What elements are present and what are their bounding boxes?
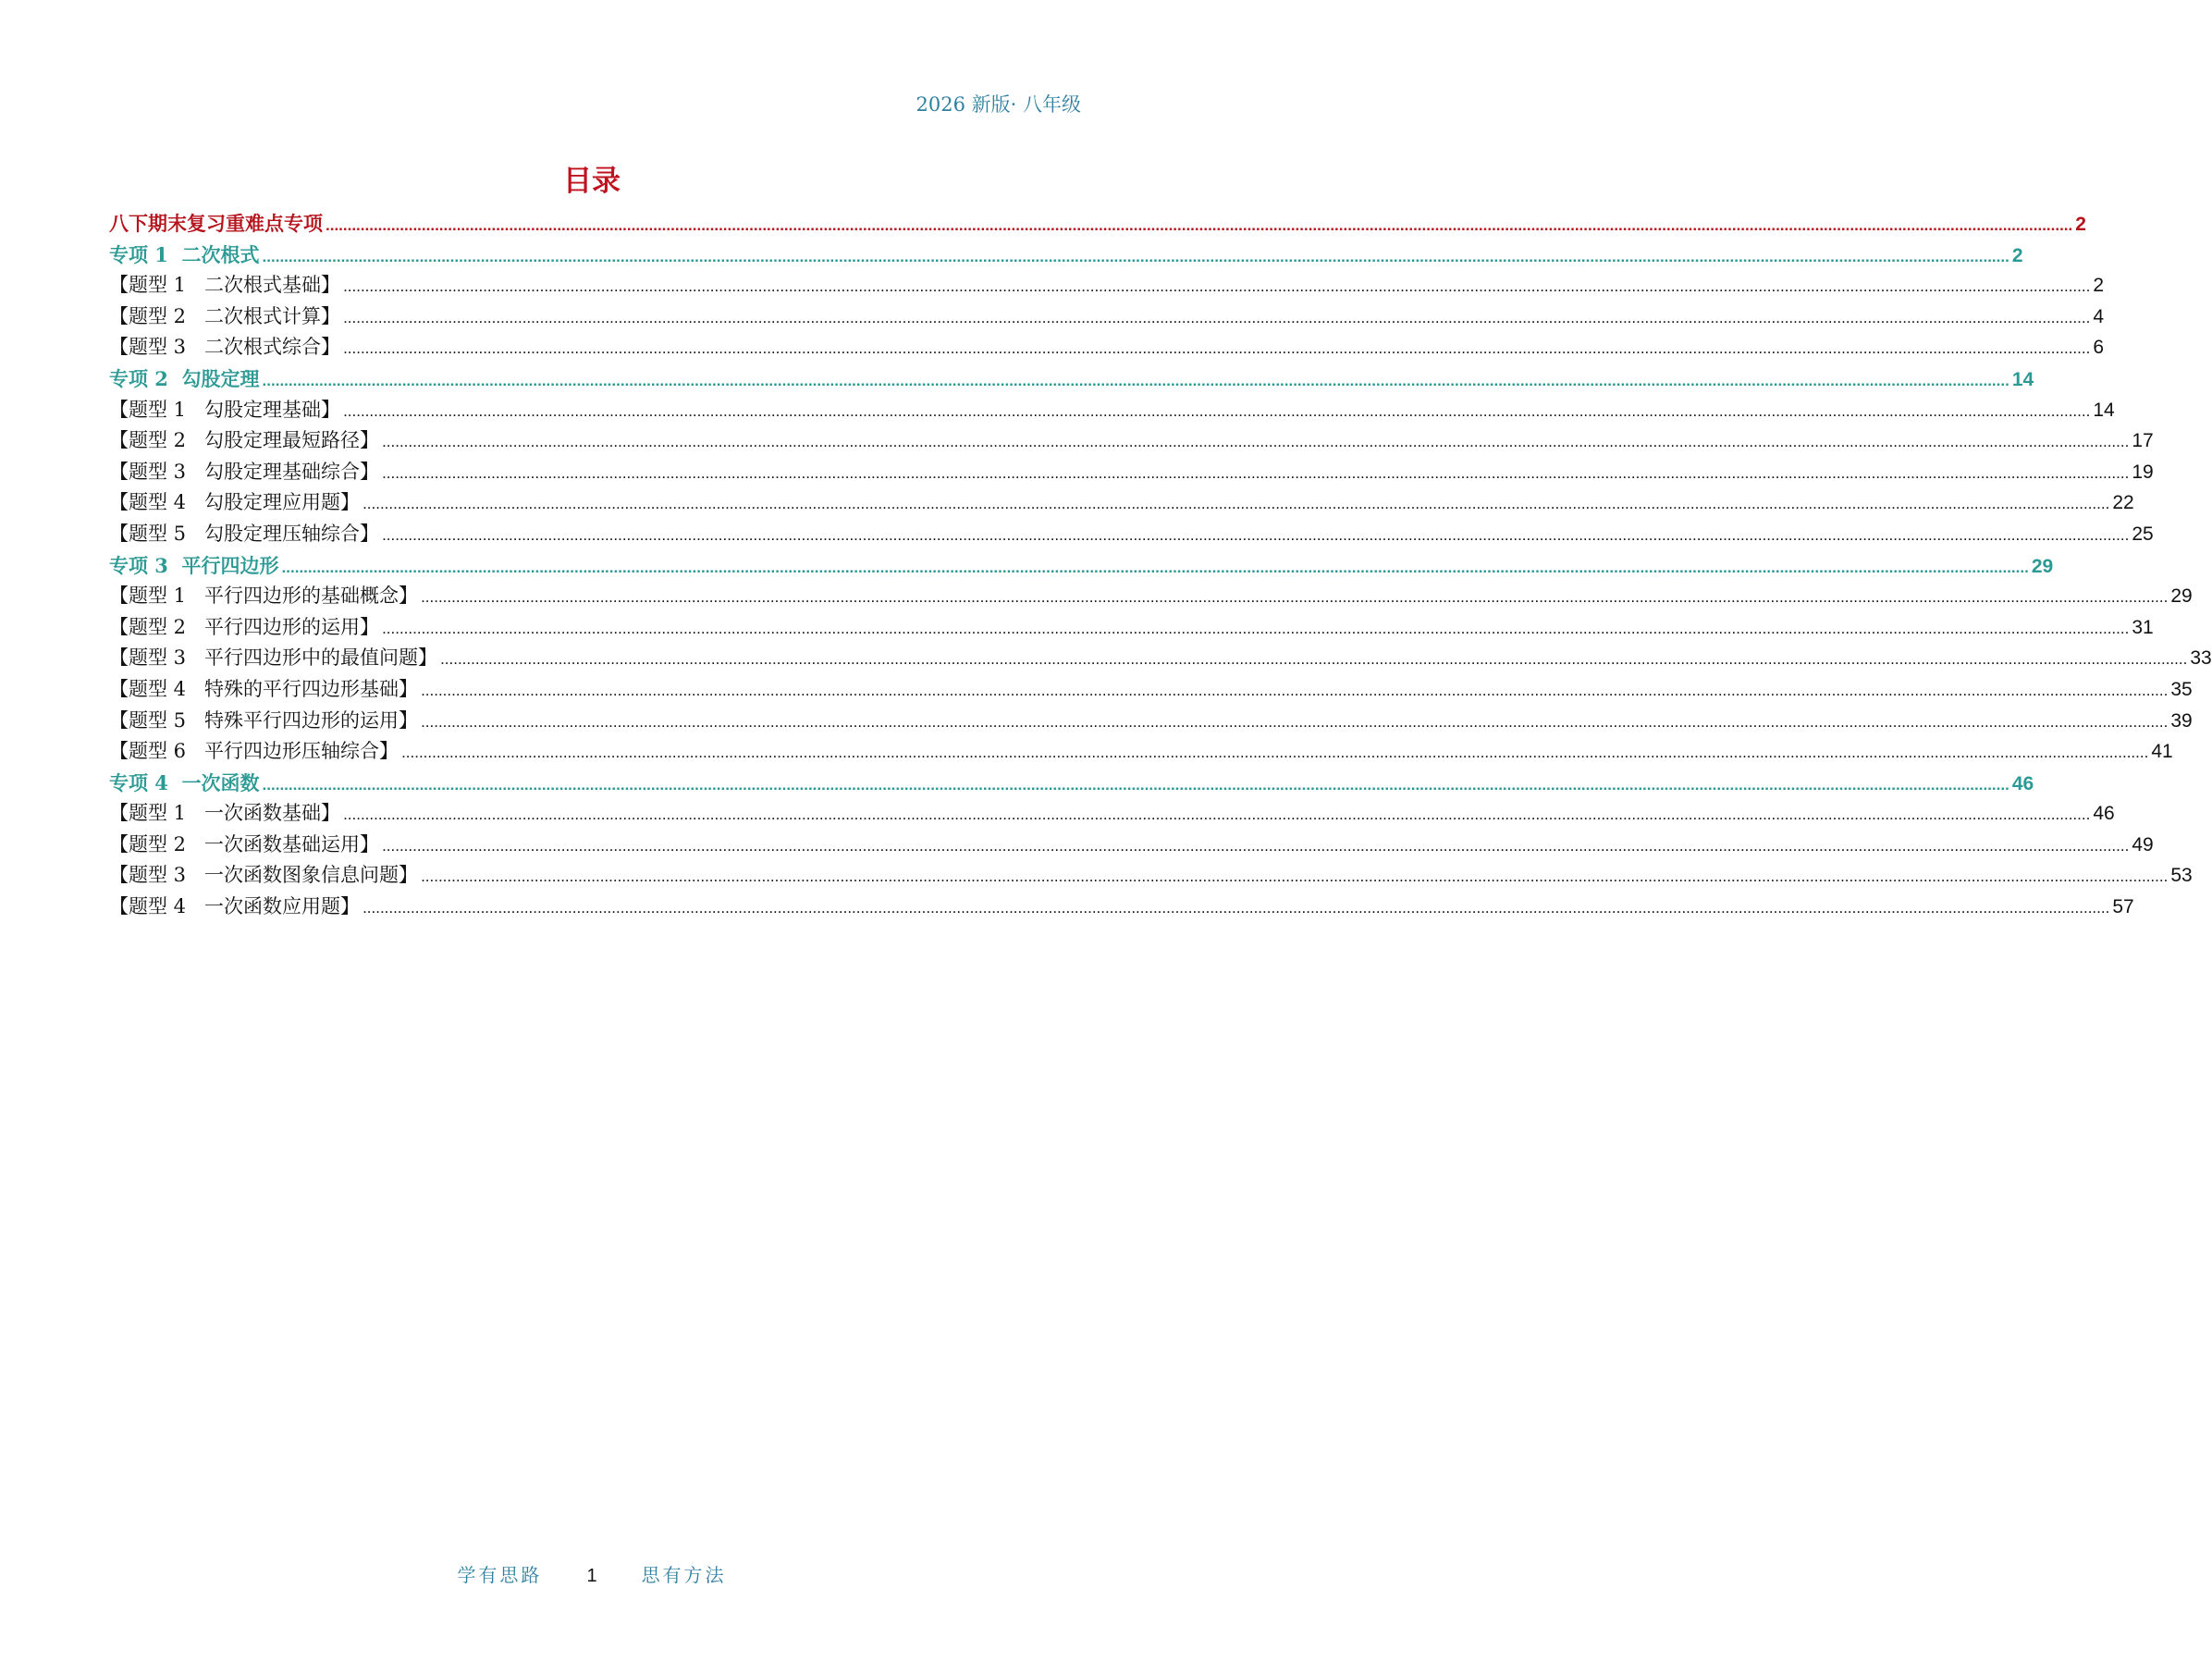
toc-page-number: 46 bbox=[2011, 772, 2034, 794]
toc-entry[interactable] bbox=[109, 612, 2154, 644]
toc-page-number: 29 bbox=[2031, 555, 2054, 577]
toc-entry-label: 【题型 4 特殊的平行四边形基础】 bbox=[109, 677, 419, 700]
toc-main-heading[interactable] bbox=[109, 208, 2086, 240]
toc-page-number: 41 bbox=[2151, 741, 2173, 763]
toc-entry[interactable] bbox=[109, 487, 2134, 519]
toc-page-number: 57 bbox=[2112, 896, 2134, 918]
toc-entry-label: 【题型 2 一次函数基础运用】 bbox=[109, 832, 380, 855]
toc-page-number: 2 bbox=[2075, 214, 2086, 235]
toc-entry-label: 八下期末复习重难点专项 bbox=[109, 212, 323, 235]
toc-entry-label: 【题型 2 二次根式计算】 bbox=[109, 304, 341, 327]
toc-entry[interactable] bbox=[109, 736, 2173, 768]
toc-page-number: 6 bbox=[2093, 337, 2105, 359]
toc-section-heading[interactable] bbox=[109, 550, 2054, 582]
toc-page-number: 22 bbox=[2112, 492, 2134, 514]
toc-page-number: 14 bbox=[2093, 399, 2115, 421]
toc-entry-label: 【题型 3 勾股定理基础综合】 bbox=[109, 460, 380, 483]
toc-entry-label: 【题型 4 一次函数应用题】 bbox=[109, 895, 361, 918]
toc-entry-label: 【题型 1 二次根式基础】 bbox=[109, 274, 341, 297]
toc-dot-leader: ................................................................................................................................................................................................................................................................................................................................................................................................................ bbox=[382, 433, 2130, 451]
toc-entry-label: 【题型 1 平行四边形的基础概念】 bbox=[109, 585, 419, 608]
toc-section-heading[interactable] bbox=[109, 363, 2034, 395]
toc-dot-leader: ................................................................................................................................................................................................................................................................................................................................................................................................................ bbox=[262, 775, 2009, 794]
toc-dot-leader: ................................................................................................................................................................................................................................................................................................................................................................................................................ bbox=[262, 371, 2009, 389]
toc-dot-leader: ................................................................................................................................................................................................................................................................................................................................................................................................................ bbox=[281, 558, 2029, 576]
toc-entry[interactable] bbox=[109, 892, 2134, 923]
toc-entry[interactable] bbox=[109, 706, 2193, 737]
toc-entry-label: 【题型 2 平行四边形的运用】 bbox=[109, 615, 380, 638]
toc-page-number: 2 bbox=[2093, 275, 2105, 297]
toc-entry-label: 【题型 1 勾股定理基础】 bbox=[109, 398, 341, 421]
toc-entry[interactable] bbox=[109, 519, 2154, 550]
toc-page-number: 25 bbox=[2132, 523, 2154, 545]
toc-dot-leader: ................................................................................................................................................................................................................................................................................................................................................................................................................ bbox=[421, 588, 2169, 607]
toc-entry[interactable] bbox=[109, 457, 2154, 488]
page-title: 目录 bbox=[563, 165, 621, 198]
toc-entry-label: 【题型 1 一次函数基础】 bbox=[109, 802, 341, 825]
toc-entry-label: 专项 4 一次函数 bbox=[109, 770, 260, 794]
toc-dot-leader: ................................................................................................................................................................................................................................................................................................................................................................................................................ bbox=[401, 744, 2149, 762]
toc-entry-label: 【题型 3 平行四边形中的最值问题】 bbox=[109, 646, 438, 670]
toc-page-number: 33 bbox=[2190, 647, 2212, 670]
toc-page-number: 49 bbox=[2132, 833, 2154, 855]
toc-dot-leader: ................................................................................................................................................................................................................................................................................................................................................................................................................ bbox=[363, 495, 2110, 513]
toc-page-number: 4 bbox=[2093, 305, 2105, 327]
page-footer bbox=[0, 1560, 1184, 1587]
toc-entry-label: 专项 1 二次根式 bbox=[109, 242, 260, 266]
toc-entry-label: 【题型 5 勾股定理压轴综合】 bbox=[109, 522, 380, 545]
toc-entry[interactable] bbox=[109, 860, 2193, 892]
toc-entry[interactable] bbox=[109, 395, 2115, 426]
toc-section-heading[interactable] bbox=[109, 768, 2034, 799]
toc-entry-label: 【题型 6 平行四边形压轴综合】 bbox=[109, 740, 399, 763]
toc-dot-leader: ................................................................................................................................................................................................................................................................................................................................................................................................................ bbox=[343, 308, 2091, 326]
footer-right-motto: 思有方法 bbox=[641, 1564, 727, 1586]
toc-entry-label: 【题型 3 二次根式综合】 bbox=[109, 336, 341, 359]
toc-dot-leader: ................................................................................................................................................................................................................................................................................................................................................................................................................ bbox=[326, 216, 2073, 234]
toc-entry[interactable] bbox=[109, 332, 2105, 363]
toc-entry-label: 专项 2 勾股定理 bbox=[109, 366, 260, 390]
toc-page-number: 39 bbox=[2170, 709, 2193, 732]
header-edition-label: 2026 新版· 八年级 bbox=[916, 93, 1081, 116]
toc-page-number: 35 bbox=[2170, 678, 2193, 700]
toc-entry-label: 专项 3 平行四边形 bbox=[109, 553, 279, 577]
toc-dot-leader: ................................................................................................................................................................................................................................................................................................................................................................................................................ bbox=[363, 899, 2110, 917]
toc-entry[interactable] bbox=[109, 830, 2154, 861]
toc-page-number: 29 bbox=[2170, 585, 2193, 608]
toc-page-number: 19 bbox=[2132, 461, 2154, 483]
toc-entry-label: 【题型 5 特殊平行四边形的运用】 bbox=[109, 708, 419, 732]
toc-dot-leader: ................................................................................................................................................................................................................................................................................................................................................................................................................ bbox=[382, 619, 2130, 637]
toc-dot-leader: ................................................................................................................................................................................................................................................................................................................................................................................................................ bbox=[262, 247, 2009, 265]
toc-entry[interactable] bbox=[109, 302, 2105, 333]
toc-dot-leader: ................................................................................................................................................................................................................................................................................................................................................................................................................ bbox=[343, 401, 2091, 420]
toc-dot-leader: ................................................................................................................................................................................................................................................................................................................................................................................................................ bbox=[421, 712, 2169, 731]
toc-page-number: 2 bbox=[2011, 244, 2023, 266]
toc-dot-leader: ................................................................................................................................................................................................................................................................................................................................................................................................................ bbox=[382, 463, 2130, 482]
toc-entry[interactable] bbox=[109, 581, 2193, 612]
toc-dot-leader: ................................................................................................................................................................................................................................................................................................................................................................................................................ bbox=[343, 339, 2091, 358]
toc-entry[interactable] bbox=[109, 270, 2105, 302]
toc-dot-leader: ................................................................................................................................................................................................................................................................................................................................................................................................................ bbox=[343, 806, 2091, 824]
footer-page-number: 1 bbox=[586, 1566, 597, 1586]
toc-entry-label: 【题型 2 勾股定理最短路径】 bbox=[109, 429, 380, 452]
toc-dot-leader: ................................................................................................................................................................................................................................................................................................................................................................................................................ bbox=[382, 836, 2130, 855]
toc-page-number: 53 bbox=[2170, 865, 2193, 887]
toc-dot-leader: ................................................................................................................................................................................................................................................................................................................................................................................................................ bbox=[343, 277, 2091, 296]
toc-entry[interactable] bbox=[109, 643, 2212, 674]
toc-dot-leader: ................................................................................................................................................................................................................................................................................................................................................................................................................ bbox=[421, 681, 2169, 699]
toc-page-number: 46 bbox=[2093, 803, 2115, 825]
toc-section-heading[interactable] bbox=[109, 240, 2023, 271]
toc-entry[interactable] bbox=[109, 798, 2115, 830]
footer-left-motto: 学有思路 bbox=[457, 1564, 543, 1586]
toc-page-number: 31 bbox=[2132, 616, 2154, 638]
table-of-contents bbox=[109, 208, 2212, 923]
toc-entry[interactable] bbox=[109, 425, 2154, 457]
toc-page-number: 14 bbox=[2011, 368, 2034, 390]
toc-dot-leader: ................................................................................................................................................................................................................................................................................................................................................................................................................ bbox=[440, 650, 2188, 669]
toc-entry-label: 【题型 4 勾股定理应用题】 bbox=[109, 491, 361, 514]
toc-entry-label: 【题型 3 一次函数图象信息问题】 bbox=[109, 864, 419, 887]
toc-page-number: 17 bbox=[2132, 430, 2154, 452]
toc-entry[interactable] bbox=[109, 674, 2193, 706]
toc-dot-leader: ................................................................................................................................................................................................................................................................................................................................................................................................................ bbox=[421, 868, 2169, 886]
toc-dot-leader: ................................................................................................................................................................................................................................................................................................................................................................................................................ bbox=[382, 525, 2130, 544]
